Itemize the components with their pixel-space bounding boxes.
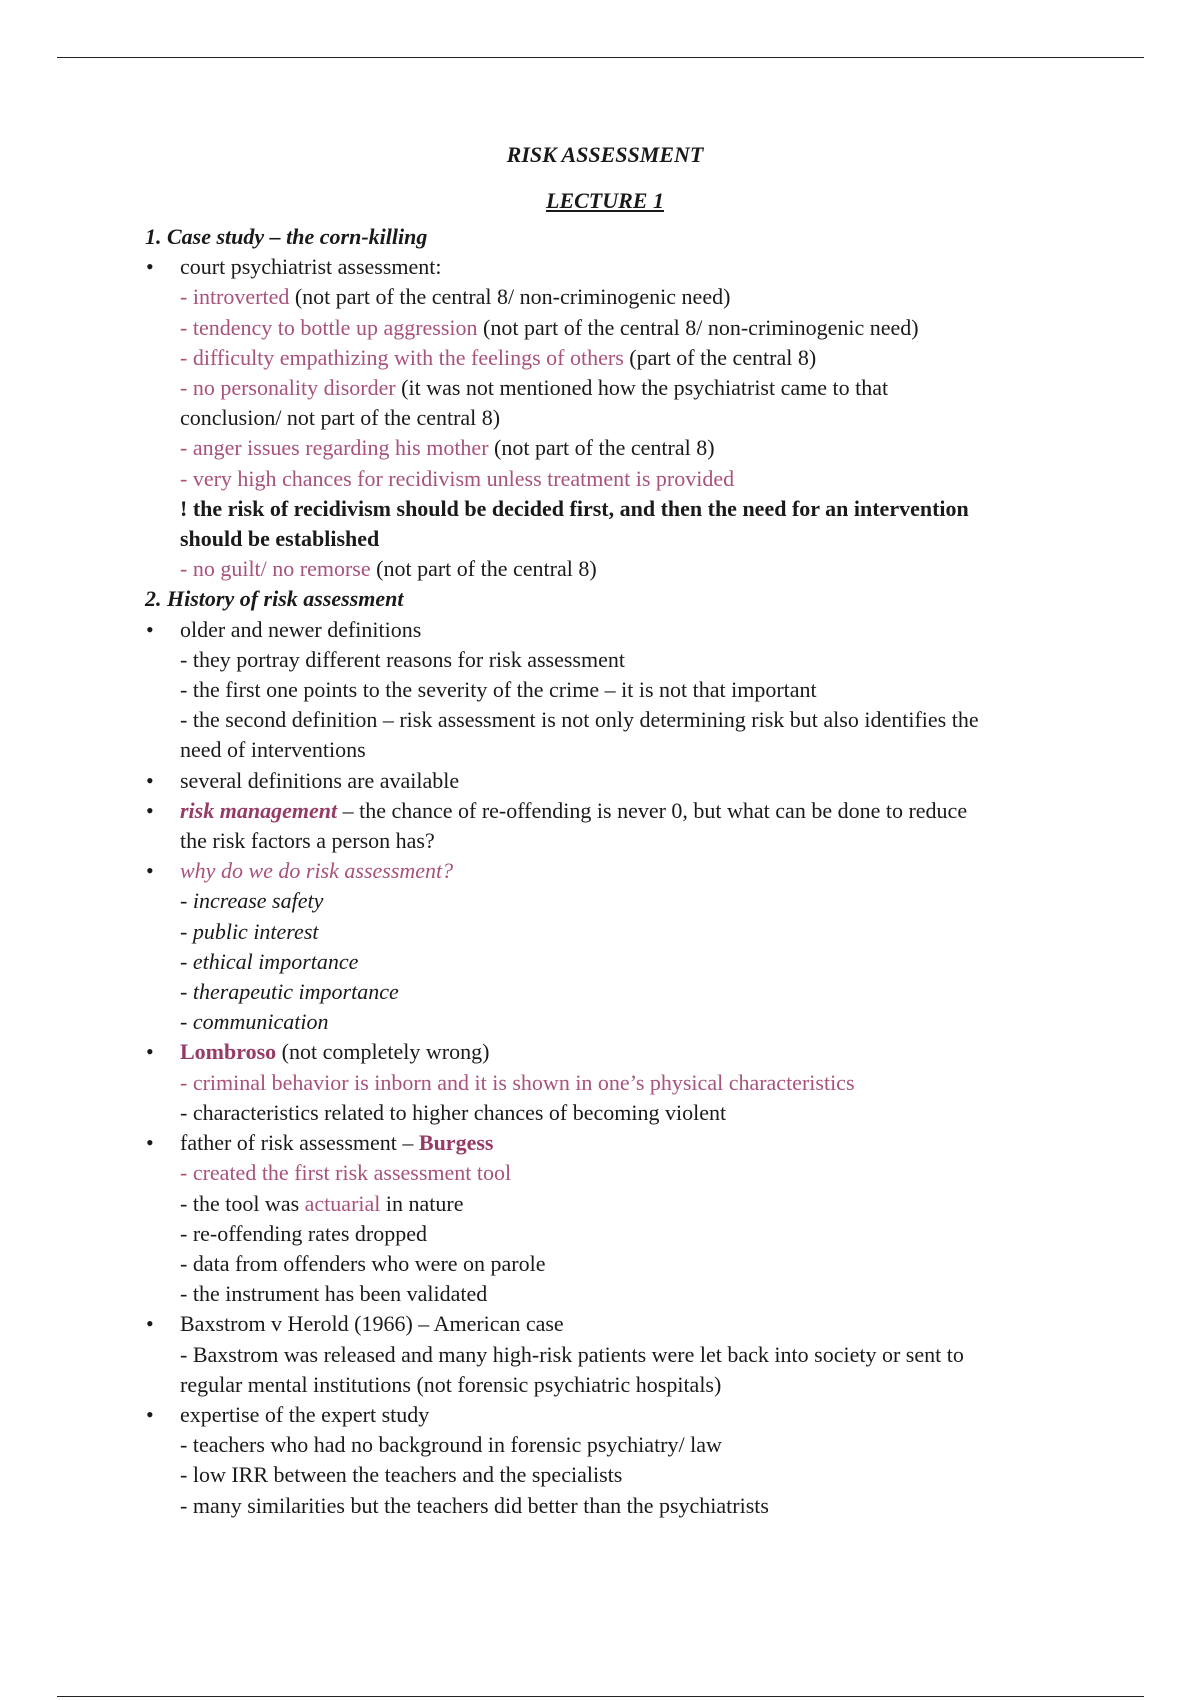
lecture-title: LECTURE 1 <box>546 188 664 213</box>
section-heading-case-study: 1. Case study – the corn-killing <box>145 224 428 249</box>
list-item: - created the first risk assessment tool <box>180 1160 512 1186</box>
list-item: - low IRR between the teachers and the specialists <box>180 1462 623 1488</box>
bullet-lombroso: Lombroso (not completely wrong) <box>180 1039 490 1065</box>
list-item: - the instrument has been validated <box>180 1281 488 1307</box>
bullet-definitions: older and newer definitions <box>180 616 422 642</box>
list-item: - increase safety <box>180 888 324 914</box>
list-item: - the first one points to the severity of the crime – it is not that important <box>180 677 817 703</box>
bullet-expert-study: expertise of the expert study <box>180 1401 430 1427</box>
document-page <box>145 140 1065 1521</box>
list-item: - many similarities but the teachers did better than the psychiatrists <box>180 1492 769 1518</box>
section-heading-history: 2. History of risk assessment <box>145 586 404 612</box>
list-item: - no personality disorder (it was not mentioned how the psychiatrist came to that <box>180 375 889 401</box>
list-item: - data from offenders who were on parole <box>180 1250 546 1276</box>
bullet-baxstrom: Baxstrom v Herold (1966) – American case <box>180 1311 564 1337</box>
list-item: - anger issues regarding his mother (not part of the central 8) <box>180 435 715 461</box>
list-item: - therapeutic importance <box>180 979 399 1005</box>
list-item: - no guilt/ no remorse (not part of the central 8) <box>180 556 597 582</box>
bullet-burgess: father of risk assessment – Burgess <box>180 1130 494 1156</box>
list-item: - teachers who had no background in forensic psychiatry/ law <box>180 1432 722 1458</box>
document-title: RISK ASSESSMENT <box>506 142 704 167</box>
bullet-several-definitions: several definitions are available <box>180 767 460 793</box>
list-item: - Baxstrom was released and many high-risk patients were let back into society or sent to <box>180 1341 964 1367</box>
list-item: - public interest <box>180 918 319 944</box>
key-note: ! the risk of recidivism should be decided first, and then the need for an intervention <box>180 495 969 521</box>
top-rule <box>57 57 1144 58</box>
list-item: - re-offending rates dropped <box>180 1220 427 1246</box>
list-item: - the second definition – risk assessment is not only determining risk but also identifies the <box>180 707 979 733</box>
list-item-continued: regular mental institutions (not forensic psychiatric hospitals) <box>180 1371 722 1397</box>
list-item: - very high chances for recidivism unless treatment is provided <box>180 465 735 491</box>
list-item-continued: the risk factors a person has? <box>180 828 435 854</box>
bullet-why-risk-assessment: why do we do risk assessment? <box>180 858 454 884</box>
list-item: - characteristics related to higher chances of becoming violent <box>180 1099 727 1125</box>
key-note-continued: should be established <box>180 526 380 552</box>
list-item: - criminal behavior is inborn and it is shown in one’s physical characteristics <box>180 1069 855 1095</box>
list-item: - tendency to bottle up aggression (not part of the central 8/ non-criminogenic need) <box>180 314 919 340</box>
list-item-continued: conclusion/ not part of the central 8) <box>180 405 501 431</box>
list-item: - communication <box>180 1009 329 1035</box>
bottom-rule <box>57 1696 1144 1697</box>
list-item: - ethical importance <box>180 948 359 974</box>
list-item-continued: need of interventions <box>180 737 366 763</box>
bullet-court-assessment: court psychiatrist assessment: <box>180 254 442 280</box>
list-item: - difficulty empathizing with the feelings of others (part of the central 8) <box>180 344 817 370</box>
bullet-risk-management: risk management – the chance of re-offending is never 0, but what can be done to reduce <box>180 797 968 823</box>
list-item: - the tool was actuarial in nature <box>180 1190 464 1216</box>
list-item: - introverted (not part of the central 8/ non-criminogenic need) <box>180 284 731 310</box>
list-item: - they portray different reasons for risk assessment <box>180 646 625 672</box>
